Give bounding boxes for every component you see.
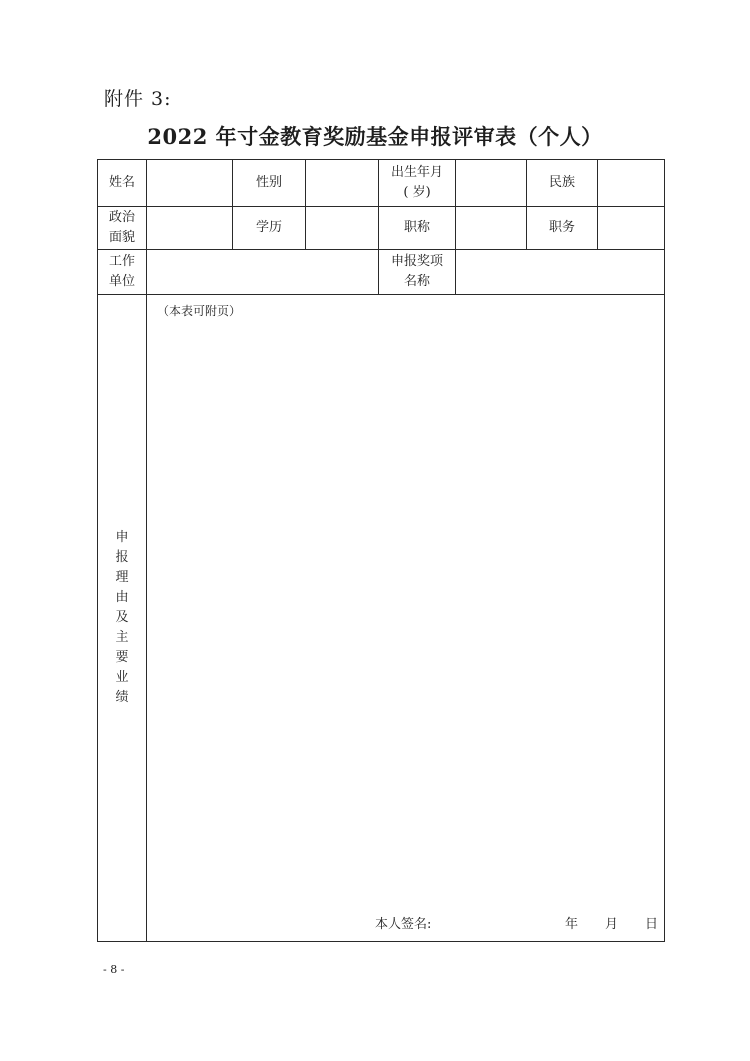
workplace-label-line2: 单位 (108, 274, 135, 289)
ethnicity-input-cell[interactable] (598, 160, 665, 207)
page-number: - 8 - (103, 963, 125, 976)
title-rank-input-cell[interactable] (456, 207, 527, 250)
reason-label-char: 报 (115, 550, 129, 565)
reason-label-char: 及 (115, 610, 129, 625)
birth-label (379, 160, 456, 207)
attachment-note: （本表可附页） (157, 304, 242, 318)
workplace-label-line1: 工作 (108, 254, 135, 269)
education-label: 学历 (233, 207, 306, 250)
workplace-label (98, 250, 147, 295)
signature-label: 本人签名: (375, 917, 432, 932)
reason-label-char: 理 (115, 570, 129, 585)
reason-label-char: 业 (115, 670, 129, 685)
reason-label-char: 申 (115, 530, 129, 545)
date-year-label: 年 (565, 917, 579, 932)
political-label (98, 207, 147, 250)
date-month-label: 月 (605, 917, 619, 932)
gender-input-cell[interactable] (306, 160, 379, 207)
award-input-cell[interactable] (456, 250, 665, 295)
position-input-cell[interactable] (598, 207, 665, 250)
political-input-cell[interactable] (147, 207, 233, 250)
name-input-cell[interactable] (147, 160, 233, 207)
award-label-line1: 申报奖项 (390, 254, 443, 269)
row-basic-info (98, 160, 665, 207)
row-reason (98, 295, 665, 942)
reason-label-char: 由 (115, 590, 129, 605)
row-education (98, 207, 665, 250)
birth-label-line1: 出生年月 (390, 165, 443, 180)
gender-label: 性别 (233, 160, 306, 207)
award-label-line2: 名称 (403, 274, 430, 289)
education-input-cell[interactable] (306, 207, 379, 250)
reason-label-char: 绩 (115, 690, 129, 705)
name-label: 姓名 (98, 160, 147, 207)
birth-label-line2: ( 岁) (403, 185, 431, 200)
attachment-label: 附件 3: (104, 88, 172, 110)
birth-input-cell[interactable] (456, 160, 527, 207)
position-label: 职务 (527, 207, 598, 250)
reason-input-area[interactable] (147, 295, 665, 942)
ethnicity-label: 民族 (527, 160, 598, 207)
title-rank-label: 职称 (379, 207, 456, 250)
award-label (379, 250, 456, 295)
application-form-table (97, 159, 665, 942)
reason-label (98, 295, 147, 942)
row-workplace (98, 250, 665, 295)
workplace-input-cell[interactable] (147, 250, 379, 295)
form-title: 2022 年寸金教育奖励基金申报评审表（个人） (147, 124, 603, 149)
political-label-line1: 政治 (108, 210, 135, 225)
reason-label-char: 主 (115, 630, 129, 645)
political-label-line2: 面貌 (108, 230, 135, 245)
date-day-label: 日 (645, 917, 659, 932)
reason-label-char: 要 (115, 650, 129, 665)
